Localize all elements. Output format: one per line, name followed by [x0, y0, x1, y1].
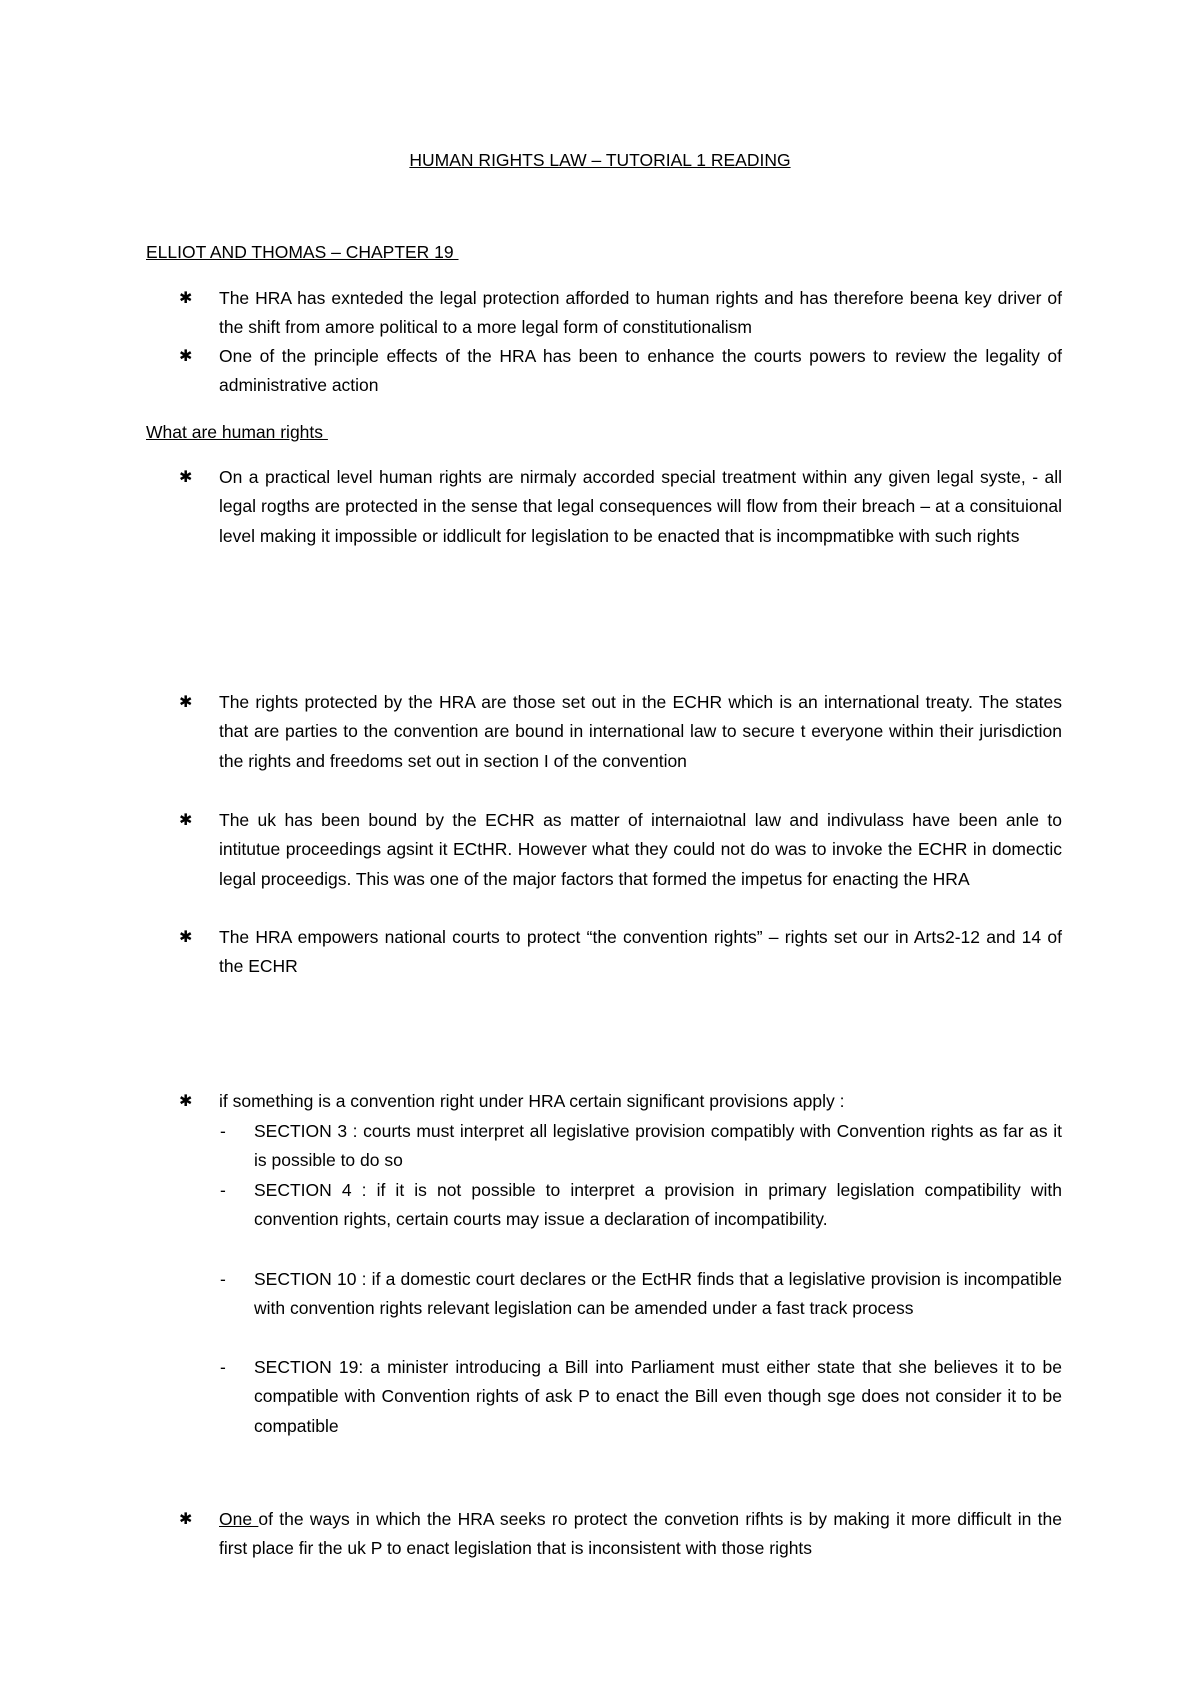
list-item-text: The HRA has exnteded the legal protection afforded to human rights and has therefore beena key driver of the shift from amore political to a more legal form of constitutionalism: [219, 288, 1062, 338]
asterisk-bullet-icon: ✱: [179, 1511, 193, 1528]
asterisk-bullet-icon: ✱: [179, 469, 193, 486]
asterisk-bullet-icon: ✱: [179, 812, 193, 829]
document-title: HUMAN RIGHTS LAW – TUTORIAL 1 READING: [409, 150, 791, 170]
list-item-text: One of the principle effects of the HRA has been to enhance the courts powers to review the legality of administrative action: [219, 346, 1062, 396]
sub-list-item-text: SECTION 10 : if a domestic court declares or the EctHR finds that a legislative provision is incompatible with convention rights relevant legislation can be amended under a fast track process: [254, 1269, 1062, 1319]
asterisk-bullet-icon: ✱: [179, 348, 193, 365]
section-heading-what-are-human-rights: What are human rights: [146, 422, 328, 442]
sub-list-item-text: SECTION 3 : courts must interpret all legislative provision compatibly with Convention rights as far as it is possible to do so: [254, 1121, 1062, 1171]
dash-bullet: -: [220, 1180, 226, 1200]
list-item-text: On a practical level human rights are nirmaly accorded special treatment within any given legal syste, - all legal rogths are protected in the sense that legal consequences will flow from their breach – at a consituional level making it impossible or iddlicult for legislation to be enacted that is incompmatibke with such rights: [219, 467, 1062, 546]
list-item-text: The uk has been bound by the ECHR as matter of internaiotnal law and indivulass have been anle to intitutue proceedings agsint it ECtHR. However what they could not do was to invoke the ECHR in domectic legal proceedigs. This was one of the major factors that formed the impetus for enacting the HRA: [219, 810, 1062, 889]
asterisk-bullet-icon: ✱: [179, 290, 193, 307]
asterisk-bullet-icon: ✱: [179, 694, 193, 711]
dash-bullet: -: [220, 1357, 226, 1377]
list-item-text: The HRA empowers national courts to protect “the convention rights” – rights set our in Arts2-12 and 14 of the ECHR: [219, 927, 1062, 977]
dash-bullet: -: [220, 1121, 226, 1141]
underlined-lead-word: One: [219, 1509, 259, 1529]
asterisk-bullet-icon: ✱: [179, 1093, 193, 1110]
section-heading-elliot-thomas: ELLIOT AND THOMAS – CHAPTER 19: [146, 242, 459, 262]
list-item-rest-text: of the ways in which the HRA seeks ro protect the convetion rifhts is by making it more difficult in the first place fir the uk P to enact legislation that is inconsistent with those rights: [219, 1509, 1062, 1559]
sub-list-item-text: SECTION 4 : if it is not possible to interpret a provision in primary legislation compatibility with convention rights, certain courts may issue a declaration of incompatibility.: [254, 1180, 1062, 1230]
asterisk-bullet-icon: ✱: [179, 929, 193, 946]
dash-bullet: -: [220, 1269, 226, 1289]
sub-list-item-text: SECTION 19: a minister introducing a Bill into Parliament must either state that she believes it to be compatible with Convention rights of ask P to enact the Bill even though sge does not consider it to be compatible: [254, 1357, 1062, 1436]
list-item-text: [219, 1505, 1062, 1564]
list-item-text: The rights protected by the HRA are those set out in the ECHR which is an international treaty. The states that are parties to the convention are bound in international law to secure t everyone within their jurisdiction the rights and freedoms set out in section I of the convention: [219, 692, 1062, 771]
list-item-text: if something is a convention right under HRA certain significant provisions apply :: [219, 1091, 845, 1111]
